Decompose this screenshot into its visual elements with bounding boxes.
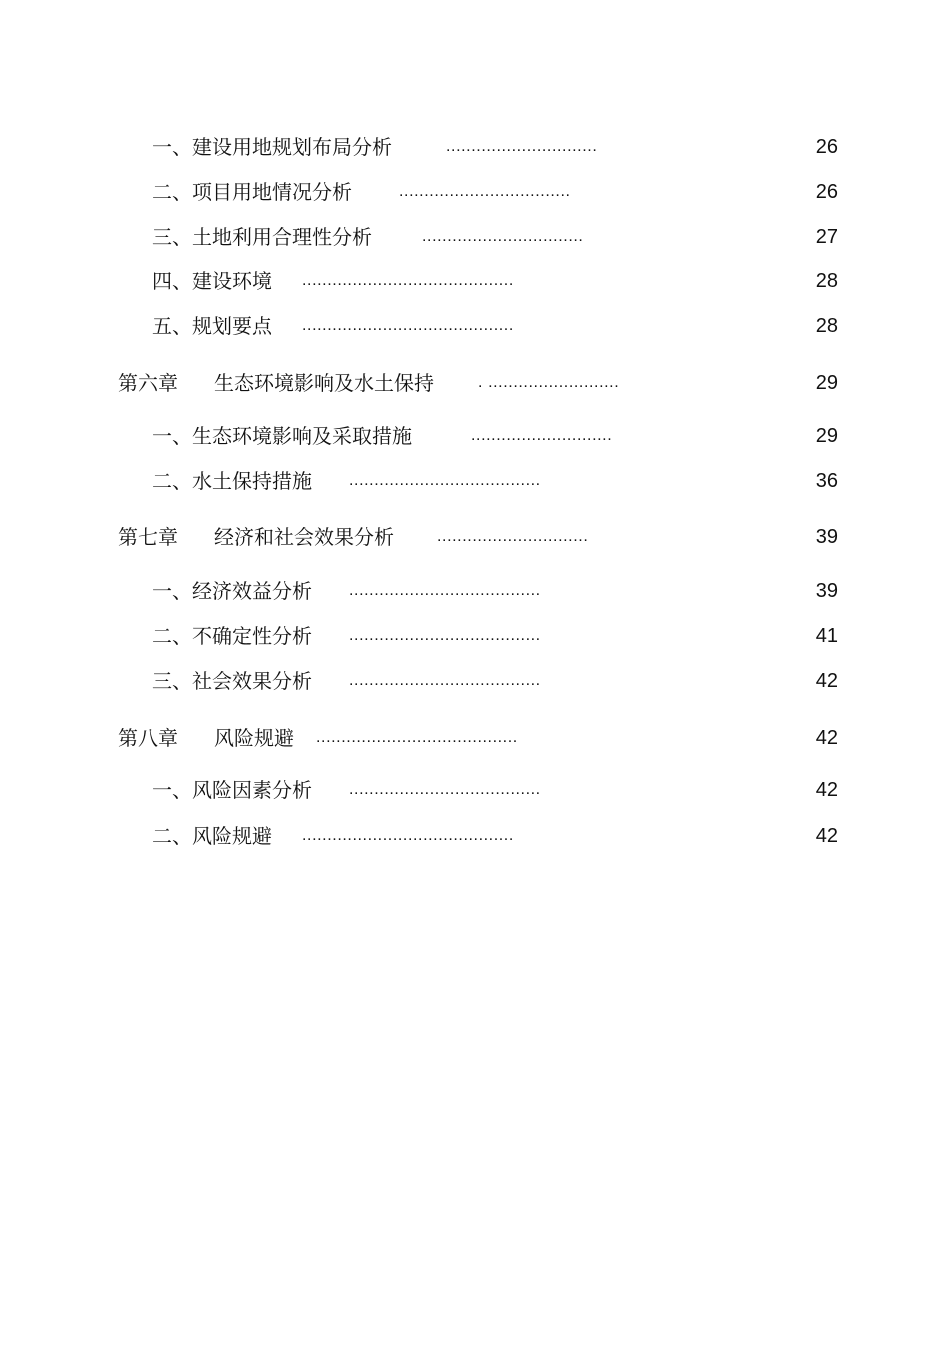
- toc-leader-dots: ..........................................: [302, 317, 514, 334]
- toc-entry: [0, 222, 950, 252]
- toc-entry-title: 四、建设环境: [152, 269, 272, 293]
- toc-page-number: 29: [815, 425, 838, 447]
- toc-entry-title: 二、水土保持措施: [152, 469, 312, 493]
- toc-entry-title: 二、风险规避: [152, 824, 272, 848]
- toc-entry-title: 经济和社会效果分析: [214, 525, 394, 549]
- toc-entry: [0, 311, 950, 341]
- toc-leader-dots: ......................................: [349, 781, 541, 798]
- toc-entry-title: 一、风险因素分析: [152, 778, 312, 802]
- toc-entry-title: 一、经济效益分析: [152, 579, 312, 603]
- toc-entry: [0, 666, 950, 696]
- toc-chapter-entry: [0, 522, 950, 552]
- toc-leader-dots: ............................: [471, 427, 613, 444]
- toc-entry-title: 二、不确定性分析: [152, 624, 312, 648]
- toc-leader-dots: ..........................................: [302, 827, 514, 844]
- toc-page-number: 29: [815, 372, 838, 394]
- toc-entry: [0, 421, 950, 451]
- toc-page-number: 28: [815, 270, 838, 292]
- toc-leader-dots: ................................: [422, 228, 584, 245]
- toc-leader-dots: ......................................: [349, 672, 541, 689]
- toc-chapter-number: 第七章: [118, 525, 178, 549]
- toc-entry: [0, 266, 950, 296]
- toc-page-number: 42: [815, 670, 838, 692]
- toc-entry: [0, 132, 950, 162]
- toc-entry-title: 五、规划要点: [152, 314, 272, 338]
- toc-entry: [0, 466, 950, 496]
- toc-chapter-number: 第八章: [118, 726, 178, 750]
- toc-page-number: 41: [815, 625, 838, 647]
- toc-chapter-entry: [0, 368, 950, 398]
- toc-entry-title: 生态环境影响及水土保持: [214, 371, 434, 395]
- toc-entry-title: 一、生态环境影响及采取措施: [152, 424, 412, 448]
- toc-entry: [0, 775, 950, 805]
- toc-leader-dots: ......................................: [349, 627, 541, 644]
- toc-leader-dots: ..........................................: [302, 272, 514, 289]
- toc-leader-dots: . ..........................: [478, 374, 620, 391]
- toc-chapter-number: 第六章: [118, 371, 178, 395]
- toc-entry-title: 一、建设用地规划布局分析: [152, 135, 392, 159]
- toc-page-number: 26: [815, 181, 838, 203]
- toc-entry-title: 二、项目用地情况分析: [152, 180, 352, 204]
- toc-page-number: 39: [815, 580, 838, 602]
- toc-leader-dots: ......................................: [349, 582, 541, 599]
- toc-entry: [0, 821, 950, 851]
- toc-entry-title: 三、社会效果分析: [152, 669, 312, 693]
- toc-page-number: 42: [815, 779, 838, 801]
- toc-page-number: 42: [815, 825, 838, 847]
- toc-chapter-entry: [0, 723, 950, 753]
- toc-leader-dots: ..............................: [446, 138, 598, 155]
- toc-page-number: 36: [815, 470, 838, 492]
- toc-entry-title: 三、土地利用合理性分析: [152, 225, 372, 249]
- toc-page-number: 39: [815, 526, 838, 548]
- toc-page-number: 27: [815, 226, 838, 248]
- toc-leader-dots: ..................................: [399, 183, 571, 200]
- toc-entry-title: 风险规避: [214, 726, 294, 750]
- toc-entry: [0, 177, 950, 207]
- toc-leader-dots: ..............................: [437, 528, 589, 545]
- toc-leader-dots: ......................................: [349, 472, 541, 489]
- toc-leader-dots: ........................................: [316, 729, 518, 746]
- toc-page-number: 26: [815, 136, 838, 158]
- toc-entry: [0, 621, 950, 651]
- toc-page-number: 28: [815, 315, 838, 337]
- toc-entry: [0, 576, 950, 606]
- toc-page-number: 42: [815, 727, 838, 749]
